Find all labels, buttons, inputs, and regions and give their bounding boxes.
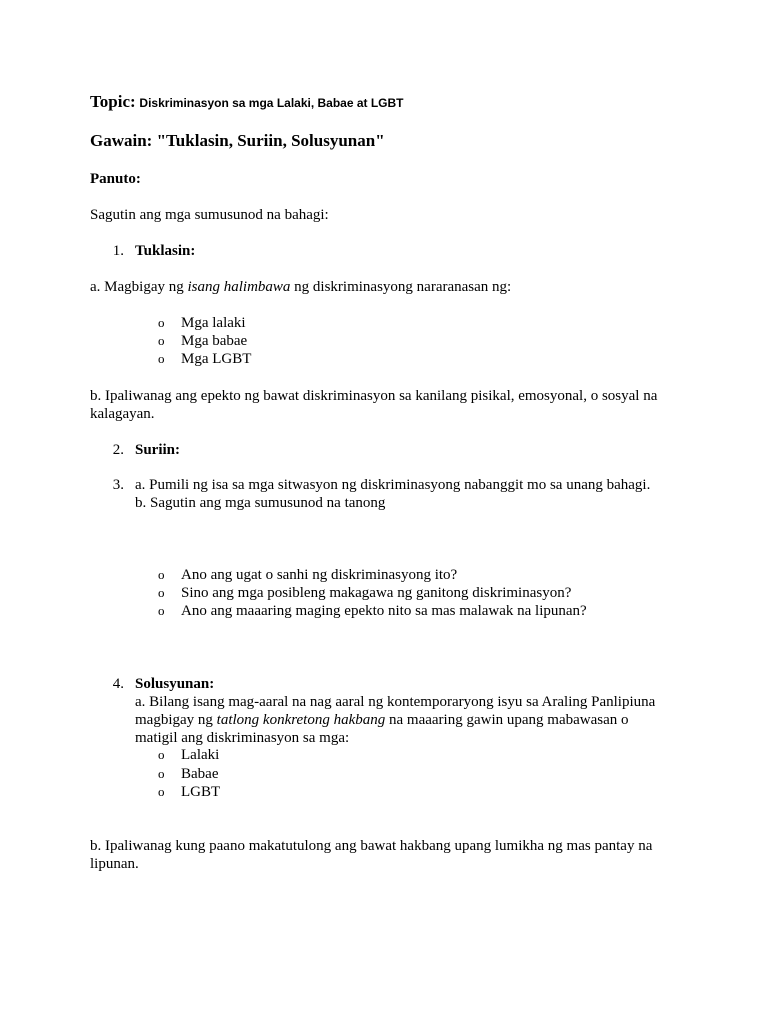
item3-line1: a. Pumili ng isa sa mga sitwasyon ng diskriminasyong nabanggit mo sa unang bahagi. <box>135 477 651 493</box>
bullet-marker: o <box>158 784 165 799</box>
text-run: na maaaring gawin upang mabawasan o <box>385 712 629 728</box>
bullet-marker: o <box>158 333 165 348</box>
tuklasin-b-line2: kalagayan. <box>90 406 155 422</box>
item4-line1: a. Bilang isang mag-aaral na nag aaral ng kontemporaryong isyu sa Araling Panlipiuna <box>135 694 656 710</box>
bullet-marker: o <box>158 747 165 762</box>
bullet-text: LGBT <box>181 784 221 800</box>
topic-label: Topic: <box>90 92 136 111</box>
list-number: 2. <box>112 442 124 458</box>
italic-run: isang halimbawa <box>187 279 291 295</box>
italic-run: tatlong konkretong hakbang <box>216 712 386 728</box>
bullet-marker: o <box>158 766 165 781</box>
bullet-text: Mga LGBT <box>181 351 252 367</box>
bullet-text: Mga lalaki <box>181 315 246 331</box>
item3-line2: b. Sagutin ang mga sumusunod na tanong <box>135 495 386 511</box>
bullet-marker: o <box>158 585 165 600</box>
panuto-label: Panuto: <box>90 171 141 187</box>
bullet-marker: o <box>158 315 165 330</box>
text-run: a. Magbigay ng <box>90 279 188 295</box>
bullet-marker: o <box>158 603 165 618</box>
text-run: ng diskriminasyong nararanasan ng: <box>290 279 512 295</box>
bullet-text: Mga babae <box>181 333 248 349</box>
bullet-marker: o <box>158 567 165 582</box>
bullet-text: Babae <box>181 766 219 782</box>
tuklasin-label: Tuklasin: <box>135 243 196 259</box>
topic-heading <box>90 93 404 112</box>
list-number: 3. <box>112 477 124 493</box>
bullet-text: Ano ang maaaring maging epekto nito sa mas malawak na lipunan? <box>181 603 587 619</box>
intro-text: Sagutin ang mga sumusunod na bahagi: <box>90 207 329 223</box>
topic-text: Diskriminasyon sa mga Lalaki, Babae at LGBT <box>139 96 404 110</box>
bullet-text: Ano ang ugat o sanhi ng diskriminasyong ito? <box>181 567 458 583</box>
closing-line2: lipunan. <box>90 856 139 872</box>
closing-line1: b. Ipaliwanag kung paano makatutulong ang bawat hakbang upang lumikha ng mas pantay na <box>90 838 653 854</box>
text-run: magbigay ng <box>135 712 217 728</box>
bullet-text: Sino ang mga posibleng makagawa ng ganitong diskriminasyon? <box>181 585 572 601</box>
bullet-text: Lalaki <box>181 747 220 763</box>
solusyunan-label: Solusyunan: <box>135 676 215 692</box>
tuklasin-a-text <box>90 278 511 296</box>
bullet-marker: o <box>158 351 165 366</box>
item4-line3: matigil ang diskriminasyon sa mga: <box>135 730 350 746</box>
suriin-label: Suriin: <box>135 442 181 458</box>
gawain-heading: Gawain: "Tuklasin, Suriin, Solusyunan" <box>90 131 385 150</box>
item4-line2 <box>135 711 629 729</box>
list-number: 1. <box>112 243 124 259</box>
tuklasin-b-line1: b. Ipaliwanag ang epekto ng bawat diskriminasyon sa kanilang pisikal, emosyonal, o sosyal na <box>90 388 658 404</box>
list-number: 4. <box>112 676 124 692</box>
